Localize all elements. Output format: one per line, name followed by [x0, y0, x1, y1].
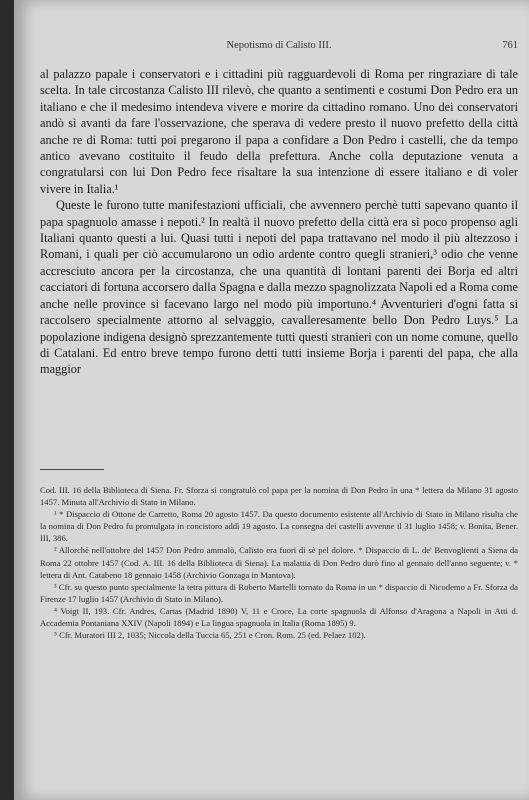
running-title: Nepotismo di Calisto III. — [226, 40, 332, 51]
paragraph: al palazzo papale i conservatori e i cittadini più ragguardevoli di Roma per ringraziare di tale scelta. In tale circostanza Calisto III rilevò, che quanto a sentimenti e costumi Don Pedro era un italiano e che il medesimo intendeva vivere e morire da cittadino romano. Uno dei conservatori andò sì avanti da fare l'osservazione, che sperava di vedere presto il nuovo prefetto della città anche re di Roma: tutti poi pregarono il papa a confidare a Don Pedro i castelli, che da tempo antico avevano costituito il feudo della prefettura. Anche colla deputazione venuta a congratularsi con lui Don Pedro fece risaltare la sua intenzione di essere italiano e di voler vivere in Italia.¹ — [40, 67, 518, 196]
footnote: ⁴ Voigt II, 193. Cfr. Andres, Cartas (Madrid 1890) V, 11 e Croce, La corte spagnuola di Alfonso d'Aragona a Napoli in Atti d. Accademia Pontaniana XXIV (Napoli 1894) e La lingua spagnuola in Italia (Roma 1895) 9. — [40, 605, 518, 629]
book-page — [14, 0, 529, 800]
page-header — [40, 40, 518, 54]
footnote: ² Allorchè nell'ottobre del 1457 Don Pedro ammalò, Calisto era fuori di sè pel dolore. * Dispaccio di L. de' Benvoglienti a Siena da Roma 22 ottobre 1457 (Cod. A. III. 16 della Biblioteca di Siena). La malattia di Don Pedro durò fino al gennaio dell'anno seguente; v. * lettera di Ant. Catabeno 18 gennaio 1458 (Archivio Gonzaga in Mantova). — [40, 545, 518, 580]
footnote: ⁵ Cfr. Muratori III 2, 1035; Niccola della Tuccia 65, 251 e Cron. Rom. 25 (ed. Pelaez 102). — [54, 630, 366, 641]
paragraph: Queste le furono tutte manifestazioni ufficiali, che avvennero perchè tutti sapevano quanto il papa spagnuolo amasse i nepoti.² In realtà il nuovo prefetto della città era sì poco propenso agli Italiani quanto questi a lui. Quasi tutti i nepoti del papa trattavano nel modo il più altezzoso i Romani, i quali per ciò accumularono un odio ardente contro quegli stranieri,³ odio che venne accresciuto ancora per la circostanza, che una quantità di lontani parenti dei Borja ed altri cacciatori di fortuna accorsero dalla Spagna e dalla mezzo spagnolizzata Napoli ed a Roma come anche nelle province si facevano largo nel modo più importuno.⁴ Avventurieri d'ogni fatta si raccolsero specialmente attorno al selvaggio, cavalleresamente bello Don Pedro Luys.⁵ La popolazione indigena designò sprezzantemente tutti questi stranieri con un nome comune, quello di Catalani. Ed entro breve tempo furono detti tutti insieme Borja i parenti del papa, che alla maggior — [40, 198, 518, 377]
footnote: Cod. III. 16 della Biblioteca di Siena. Fr. Sforza si congratulò col papa per la nomina di Don Pedro in una * lettera da Milano 31 agosto 1457. Minuta all'Archivio di Stato in Milano. — [40, 485, 518, 508]
page-number: 761 — [502, 40, 518, 51]
footnotes — [40, 484, 518, 641]
footnote: ³ Cfr. su questo punto specialmente la tetra pittura di Roberto Martelli tornato da Roma in un * dispaccio di Nicodemo a Fr. Sforza da Firenze 17 luglio 1457 (Archivio di Stato in Milano). — [40, 581, 518, 604]
main-text — [40, 66, 518, 378]
footnote-rule — [40, 469, 104, 470]
footnote: ¹ * Dispaccio di Ottone de Carretto, Roma 20 agosto 1457. Da questo documento esistente all'Archivio di Stato in Milano risulta che la nomina di Don Pedro fu promulgata in concistoro addì 19 agosto. La consegna dei castelli avvenne il 31 luglio 1458; v. Bonita, Bener. III, 386. — [40, 509, 518, 544]
